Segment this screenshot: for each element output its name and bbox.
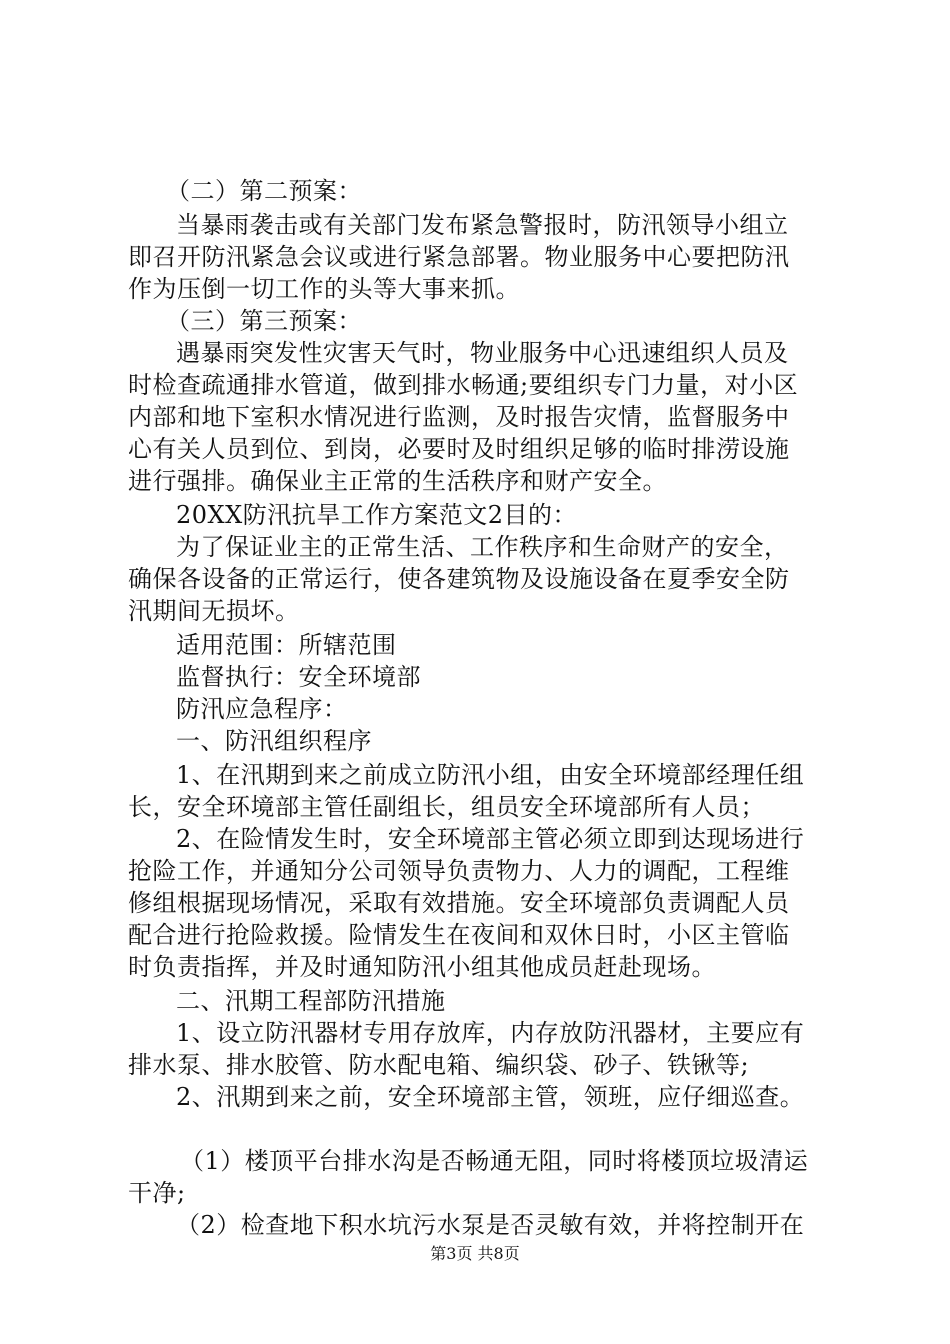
paragraph-line: 抢险工作，并通知分公司领导负责物力、人力的调配，工程维 xyxy=(128,857,790,885)
paragraph-line: 长，安全环境部主管任副组长，组员安全环境部所有人员； xyxy=(128,793,765,821)
paragraph-line: 干净; xyxy=(128,1179,186,1207)
heading-plan-two: （二）第二预案： xyxy=(166,177,362,205)
paragraph-line: 时负责指挥，并及时通知防汛小组其他成员赶赴现场。 xyxy=(128,953,716,981)
paragraph-line: 当暴雨袭击或有关部门发布紧急警报时，防汛领导小组立 xyxy=(176,211,789,239)
paragraph-line: 时检查疏通排水管道，做到排水畅通;要组织专门力量，对小区 xyxy=(128,371,799,399)
paragraph-line: （2）检查地下积水坑污水泵是否灵敏有效，并将控制开在 xyxy=(176,1211,805,1239)
subheading-organization: 一、防汛组织程序 xyxy=(176,727,372,755)
supervision-line: 监督执行：安全环境部 xyxy=(176,663,421,691)
paragraph-line: 即召开防汛紧急会议或进行紧急部署。物业服务中心要把防汛 xyxy=(128,243,790,271)
paragraph-line: 心有关人员到位、到岗，必要时及时组织足够的临时排涝设施 xyxy=(128,435,790,463)
paragraph-line: 汛期间无损坏。 xyxy=(128,597,300,625)
section-title: 20XX防汛抗旱工作方案范文2目的： xyxy=(176,501,577,529)
scope-line: 适用范围：所辖范围 xyxy=(176,631,397,659)
paragraph-line: 2、汛期到来之前，安全环境部主管，领班，应仔细巡查。 xyxy=(176,1083,805,1111)
paragraph-line: 修组根据现场情况，采取有效措施。安全环境部负责调配人员 xyxy=(128,889,790,917)
paragraph-line: 内部和地下室积水情况进行监测，及时报告灾情，监督服务中 xyxy=(128,403,790,431)
paragraph-line: 作为压倒一切工作的头等大事来抓。 xyxy=(128,275,520,303)
paragraph-line: 确保各设备的正常运行，使各建筑物及设施设备在夏季安全防 xyxy=(128,565,790,593)
paragraph-line: 1、设立防汛器材专用存放库，内存放防汛器材，主要应有 xyxy=(176,1019,805,1047)
heading-plan-three: （三）第三预案： xyxy=(166,307,362,335)
procedure-heading: 防汛应急程序： xyxy=(176,695,348,723)
paragraph-line: 进行强排。确保业主正常的生活秩序和财产安全。 xyxy=(128,467,667,495)
paragraph-line: 1、在汛期到来之前成立防汛小组，由安全环境部经理任组 xyxy=(176,761,805,789)
paragraph-line: （1）楼顶平台排水沟是否畅通无阻，同时将楼顶垃圾清运 xyxy=(180,1147,809,1175)
paragraph-line: 为了保证业主的正常生活、工作秩序和生命财产的安全， xyxy=(176,533,789,561)
paragraph-line: 2、在险情发生时，安全环境部主管必须立即到达现场进行 xyxy=(176,825,805,853)
subheading-measures: 二、汛期工程部防汛措施 xyxy=(176,987,446,1015)
paragraph-line: 遇暴雨突发性灾害天气时，物业服务中心迅速组织人员及 xyxy=(176,339,789,367)
page-number-footer: 第3页 共8页 xyxy=(430,1244,520,1263)
paragraph-line: 排水泵、排水胶管、防水配电箱、编织袋、砂子、铁锹等; xyxy=(128,1051,750,1079)
paragraph-line: 配合进行抢险救援。险情发生在夜间和双休日时，小区主管临 xyxy=(128,921,790,949)
